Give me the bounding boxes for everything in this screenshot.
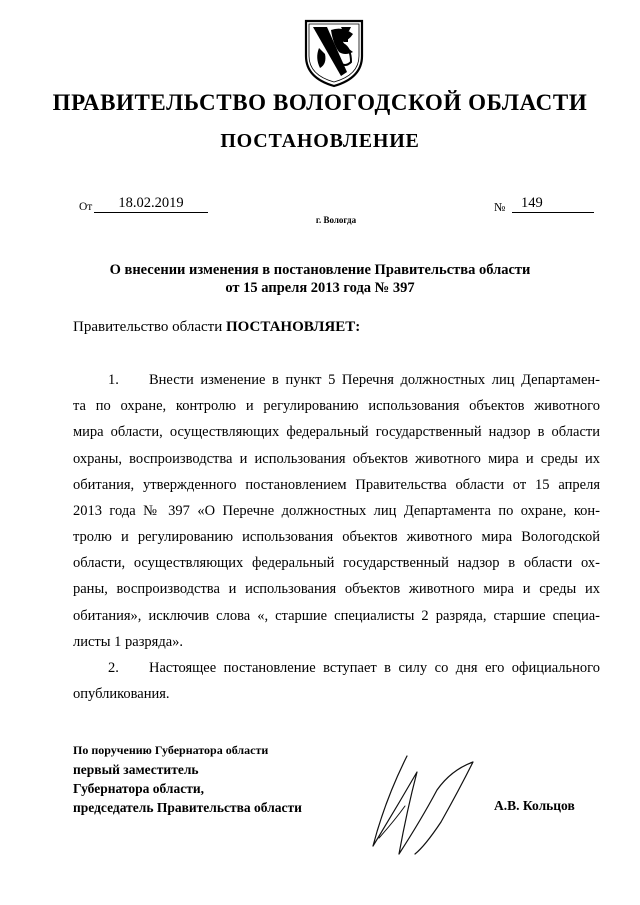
paragraph-2-line: 2. Настоящее постановление вступает в силу со дня его официального [73, 659, 600, 677]
decree-word: ПОСТАНОВЛЯЕТ: [225, 319, 361, 335]
document-date: 18.02.2019 [94, 195, 208, 213]
coat-of-arms-icon [303, 18, 365, 88]
signatory-line: председатель Правительства области [73, 800, 302, 815]
paragraph-1-line: области, осуществляющих федеральный государственный надзор в области ох- [73, 555, 600, 571]
signatory-line: первый заместитель [73, 762, 199, 777]
intro-line [73, 318, 360, 336]
paragraph-1-line: раны, воспроизводства и использования объектов животного мира и среды их [73, 581, 600, 597]
signatory-title [73, 743, 302, 817]
paragraph-1-line: листы 1 разряда». [73, 634, 184, 650]
document-number: 149 [512, 195, 594, 213]
date-label: От [79, 201, 93, 213]
paragraph-1-line: 2013 года № 397 «О Перечне должностных лиц Департамента по охране, кон- [73, 503, 600, 519]
signatory-name: А.В. Кольцов [494, 798, 575, 813]
document-heading [0, 261, 640, 297]
document-type: ПОСТАНОВЛЕНИЕ [220, 130, 420, 152]
paragraph-1-line: обитания, утвержденного постановлением Правительства области от 15 апреля [73, 477, 600, 493]
heading-line: О внесении изменения в постановление Правительства области [109, 262, 531, 278]
number-label: № [494, 200, 506, 214]
paragraph-1-line: та по охране, контролю и регулированию использования объектов животного [73, 398, 600, 414]
paragraph-1-line: тролю и регулированию использования объектов животного мира Вологодской [73, 529, 600, 545]
paragraph-1-line: обитания», исключив слова «, старшие специалисты 2 разряда, старшие специа- [73, 608, 600, 624]
paragraph-number: 2. [108, 660, 119, 676]
paragraph-1-line: охраны, воспроизводства и использования объектов животного мира и среды их [73, 451, 600, 467]
paragraph-number: 1. [108, 372, 119, 388]
government-title: ПРАВИТЕЛЬСТВО ВОЛОГОДСКОЙ ОБЛАСТИ [52, 90, 588, 115]
paragraph-2-line: опубликования. [73, 686, 170, 702]
city: г. Вологда [315, 215, 357, 225]
paragraph-1-line: мира области, осуществляющих федеральный государственный надзор в области [73, 424, 600, 440]
handwritten-signature [355, 750, 495, 860]
paragraph-1-line: 1. Внести изменение в пункт 5 Перечня должностных лиц Департамен- [73, 371, 600, 389]
signatory-line: Губернатора области, [73, 781, 204, 796]
heading-line: от 15 апреля 2013 года № 397 [225, 280, 415, 296]
intro-text: Правительство области [73, 319, 223, 335]
signatory-line: По поручению Губернатора области [73, 743, 269, 757]
